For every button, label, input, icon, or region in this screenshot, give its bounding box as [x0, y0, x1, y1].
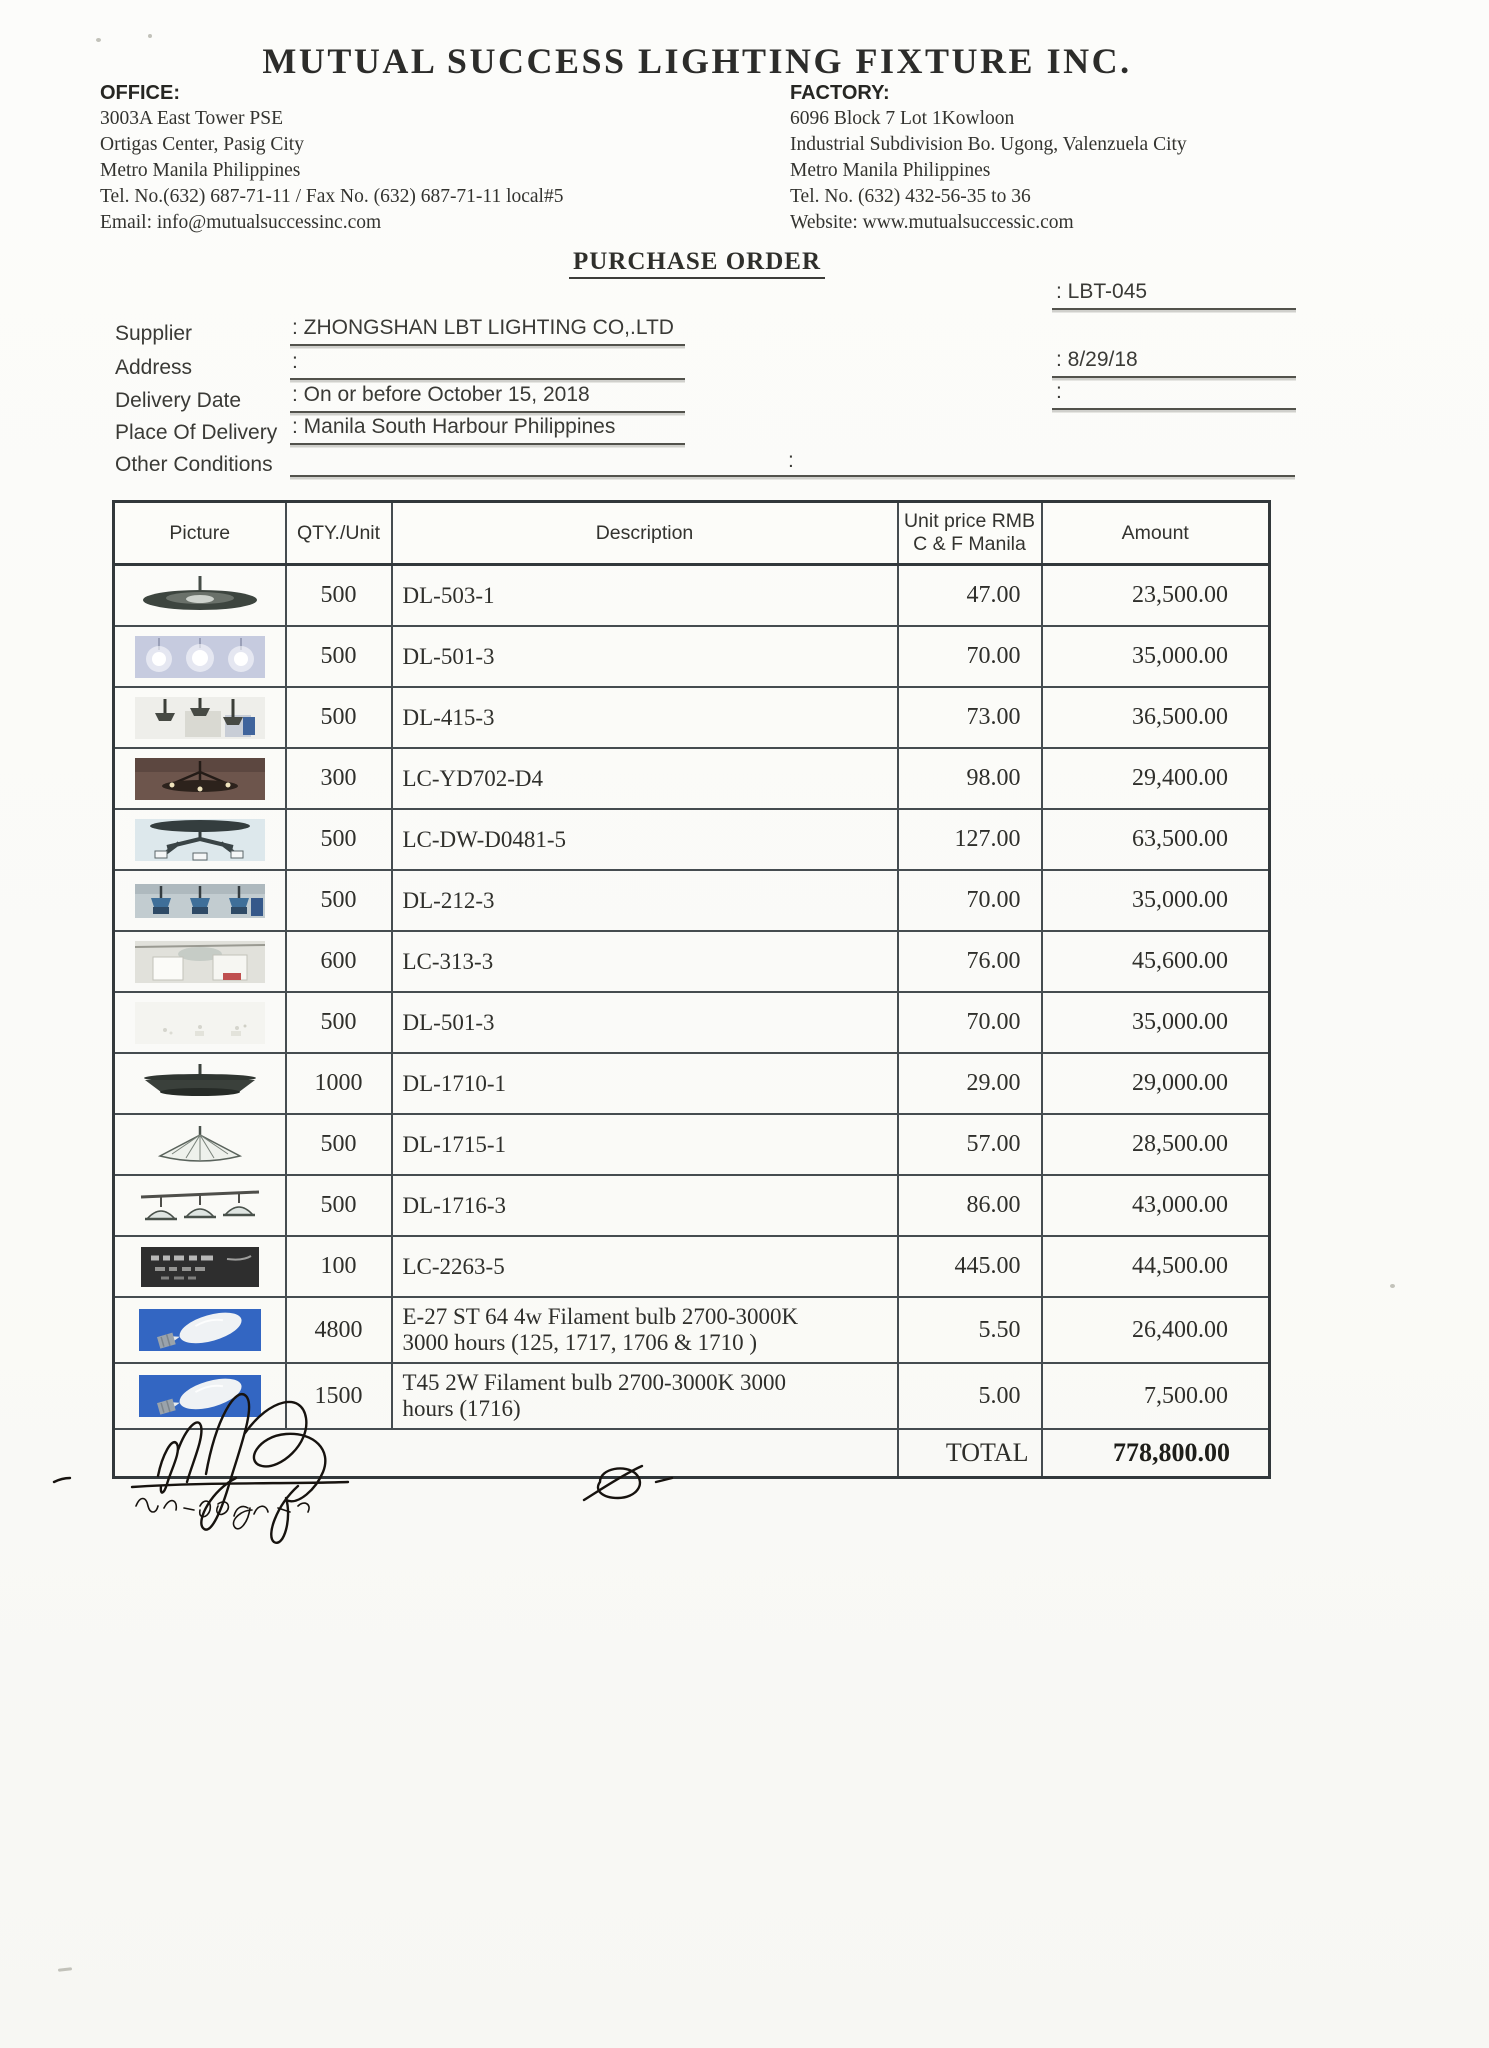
header-unit-price-line1: Unit price RMB	[903, 510, 1036, 532]
item-description: DL-1716-3	[392, 1175, 898, 1236]
item-picture	[114, 748, 286, 809]
address-label: Address	[115, 356, 193, 379]
item-picture	[114, 565, 286, 627]
supplier-label: Supplier	[115, 322, 193, 345]
delivery-date-field	[115, 383, 685, 413]
item-unit-price: 76.00	[898, 931, 1042, 992]
item-unit-price: 70.00	[898, 626, 1042, 687]
item-qty: 300	[286, 748, 392, 809]
item-qty: 1000	[286, 1053, 392, 1114]
item-picture	[114, 870, 286, 931]
table-header-row	[114, 502, 1270, 565]
po-number-field: : LBT-045	[1052, 280, 1296, 310]
header-unit-price-line2: C & F Manila	[913, 533, 1026, 555]
bar3domes-product-photo	[127, 1183, 273, 1229]
place-of-delivery-value: : Manila South Harbour Philippines	[290, 415, 685, 445]
table-row	[114, 992, 1270, 1053]
item-picture	[114, 1053, 286, 1114]
item-qty: 600	[286, 931, 392, 992]
item-unit-price: 70.00	[898, 992, 1042, 1053]
item-description: DL-501-3	[392, 992, 898, 1053]
strip3-product-photo	[127, 878, 273, 924]
item-picture	[114, 1114, 286, 1175]
scan-artifact	[1390, 1284, 1395, 1288]
items-table	[112, 500, 1271, 1479]
factory-line: Metro Manila Philippines	[790, 160, 991, 181]
po-date-field: : 8/29/18	[1052, 348, 1296, 378]
item-qty: 100	[286, 1236, 392, 1297]
delivery-date-label: Delivery Date	[115, 389, 242, 412]
po-extra-field: :	[1052, 380, 1296, 410]
item-description: LC-DW-D0481-5	[392, 809, 898, 870]
total-amount: 778,800.00	[1042, 1429, 1270, 1478]
item-description: T45 2W Filament bulb 2700-3000K 3000 hours (1716)	[392, 1363, 898, 1429]
item-description: DL-415-3	[392, 687, 898, 748]
item-qty: 500	[286, 809, 392, 870]
factory-line: 6096 Block 7 Lot 1Kowloon	[790, 108, 1015, 129]
table-row	[114, 1053, 1270, 1114]
other-conditions-value	[290, 447, 1295, 477]
factory-line: Industrial Subdivision Bo. Ugong, Valenzuela City	[790, 134, 1187, 155]
item-description: DL-1710-1	[392, 1053, 898, 1114]
darkroom-product-photo	[127, 756, 273, 802]
item-amount: 45,600.00	[1042, 931, 1270, 992]
item-picture	[114, 687, 286, 748]
item-unit-price: 57.00	[898, 1114, 1042, 1175]
address-field	[115, 350, 685, 380]
office-label: OFFICE:	[100, 82, 180, 104]
discarms-product-photo	[127, 817, 273, 863]
item-amount: 35,000.00	[1042, 992, 1270, 1053]
office-line: 3003A East Tower PSE	[100, 108, 283, 129]
supplier-value: : ZHONGSHAN LBT LIGHTING CO,.LTD	[290, 316, 685, 346]
item-amount: 36,500.00	[1042, 687, 1270, 748]
header-qty: QTY./Unit	[286, 502, 392, 565]
item-qty: 4800	[286, 1297, 392, 1363]
item-description: DL-1715-1	[392, 1114, 898, 1175]
item-amount: 63,500.00	[1042, 809, 1270, 870]
item-unit-price: 5.00	[898, 1363, 1042, 1429]
item-qty: 500	[286, 687, 392, 748]
item-qty: 500	[286, 870, 392, 931]
pendant3-product-photo	[127, 695, 273, 741]
item-description: LC-2263-5	[392, 1236, 898, 1297]
item-picture	[114, 1236, 286, 1297]
header-amount: Amount	[1042, 502, 1270, 565]
item-amount: 29,400.00	[1042, 748, 1270, 809]
item-unit-price: 73.00	[898, 687, 1042, 748]
item-amount: 7,500.00	[1042, 1363, 1270, 1429]
item-unit-price: 70.00	[898, 870, 1042, 931]
header-picture: Picture	[114, 502, 286, 565]
address-value: :	[290, 350, 685, 380]
item-description: DL-503-1	[392, 565, 898, 627]
item-amount: 35,000.00	[1042, 870, 1270, 931]
place-of-delivery-field	[115, 415, 685, 445]
factory-line: Website: www.mutualsuccessic.com	[790, 212, 1074, 233]
office-line: Email: info@mutualsuccessinc.com	[100, 212, 382, 233]
office-line: Tel. No.(632) 687-71-11 / Fax No. (632) 687-71-11 local#5	[100, 186, 564, 207]
item-qty: 1500	[286, 1363, 392, 1429]
item-amount: 43,000.00	[1042, 1175, 1270, 1236]
item-qty: 500	[286, 565, 392, 627]
bulbblue-product-photo	[127, 1307, 273, 1353]
item-qty: 500	[286, 992, 392, 1053]
item-description: DL-501-3	[392, 626, 898, 687]
header-unit-price	[898, 502, 1042, 565]
item-unit-price: 5.50	[898, 1297, 1042, 1363]
factory-line: Tel. No. (632) 432-56-35 to 36	[790, 186, 1031, 207]
item-unit-price: 47.00	[898, 565, 1042, 627]
item-qty: 500	[286, 1114, 392, 1175]
office-line: Ortigas Center, Pasig City	[100, 134, 304, 155]
table-row	[114, 1236, 1270, 1297]
wheel-product-photo	[127, 573, 273, 619]
other-conditions-field	[115, 447, 1295, 477]
faint-product-photo	[127, 1000, 273, 1046]
item-picture	[114, 1297, 286, 1363]
table-row	[114, 809, 1270, 870]
item-amount: 44,500.00	[1042, 1236, 1270, 1297]
table-row	[114, 687, 1270, 748]
item-unit-price: 98.00	[898, 748, 1042, 809]
table-row	[114, 1114, 1270, 1175]
item-amount: 29,000.00	[1042, 1053, 1270, 1114]
darksign-product-photo	[127, 1244, 273, 1290]
item-description: DL-212-3	[392, 870, 898, 931]
item-description: E-27 ST 64 4w Filament bulb 2700-3000K 3000 hours (125, 1717, 1706 & 1710 )	[392, 1297, 898, 1363]
item-unit-price: 86.00	[898, 1175, 1042, 1236]
item-qty: 500	[286, 1175, 392, 1236]
item-description: LC-YD702-D4	[392, 748, 898, 809]
header-description: Description	[392, 502, 898, 565]
table-row	[114, 1297, 1270, 1363]
scan-artifact	[148, 34, 152, 38]
umbrella-product-photo	[127, 1122, 273, 1168]
item-qty: 500	[286, 626, 392, 687]
factory-address-block	[790, 80, 1187, 236]
other-conditions-colon: :	[788, 449, 794, 472]
total-label: TOTAL	[898, 1429, 1042, 1478]
item-unit-price: 445.00	[898, 1236, 1042, 1297]
supplier-field	[115, 316, 685, 346]
factory-label: FACTORY:	[790, 82, 890, 104]
item-picture	[114, 992, 286, 1053]
table-row	[114, 931, 1270, 992]
item-picture	[114, 931, 286, 992]
handwritten-signature	[40, 1378, 720, 1588]
item-description: LC-313-3	[392, 931, 898, 992]
item-unit-price: 127.00	[898, 809, 1042, 870]
place-of-delivery-label: Place Of Delivery	[115, 421, 278, 444]
item-picture	[114, 809, 286, 870]
table-row	[114, 748, 1270, 809]
item-amount: 35,000.00	[1042, 626, 1270, 687]
delivery-date-value: : On or before October 15, 2018	[290, 383, 685, 413]
other-conditions-label: Other Conditions	[115, 453, 273, 476]
cubes-product-photo	[127, 939, 273, 985]
item-amount: 26,400.00	[1042, 1297, 1270, 1363]
glow3-product-photo	[127, 634, 273, 680]
item-amount: 23,500.00	[1042, 565, 1270, 627]
office-address-block	[100, 80, 563, 236]
item-picture	[114, 626, 286, 687]
document-title: PURCHASE ORDER	[569, 248, 825, 279]
scan-artifact	[58, 1967, 72, 1971]
flatwide-product-photo	[127, 1061, 273, 1107]
item-amount: 28,500.00	[1042, 1114, 1270, 1175]
office-line: Metro Manila Philippines	[100, 160, 301, 181]
item-unit-price: 29.00	[898, 1053, 1042, 1114]
table-row	[114, 1175, 1270, 1236]
item-picture	[114, 1175, 286, 1236]
company-name: MUTUAL SUCCESS LIGHTING FIXTURE INC.	[262, 41, 1132, 81]
table-row	[114, 870, 1270, 931]
table-row	[114, 626, 1270, 687]
table-row	[114, 565, 1270, 627]
